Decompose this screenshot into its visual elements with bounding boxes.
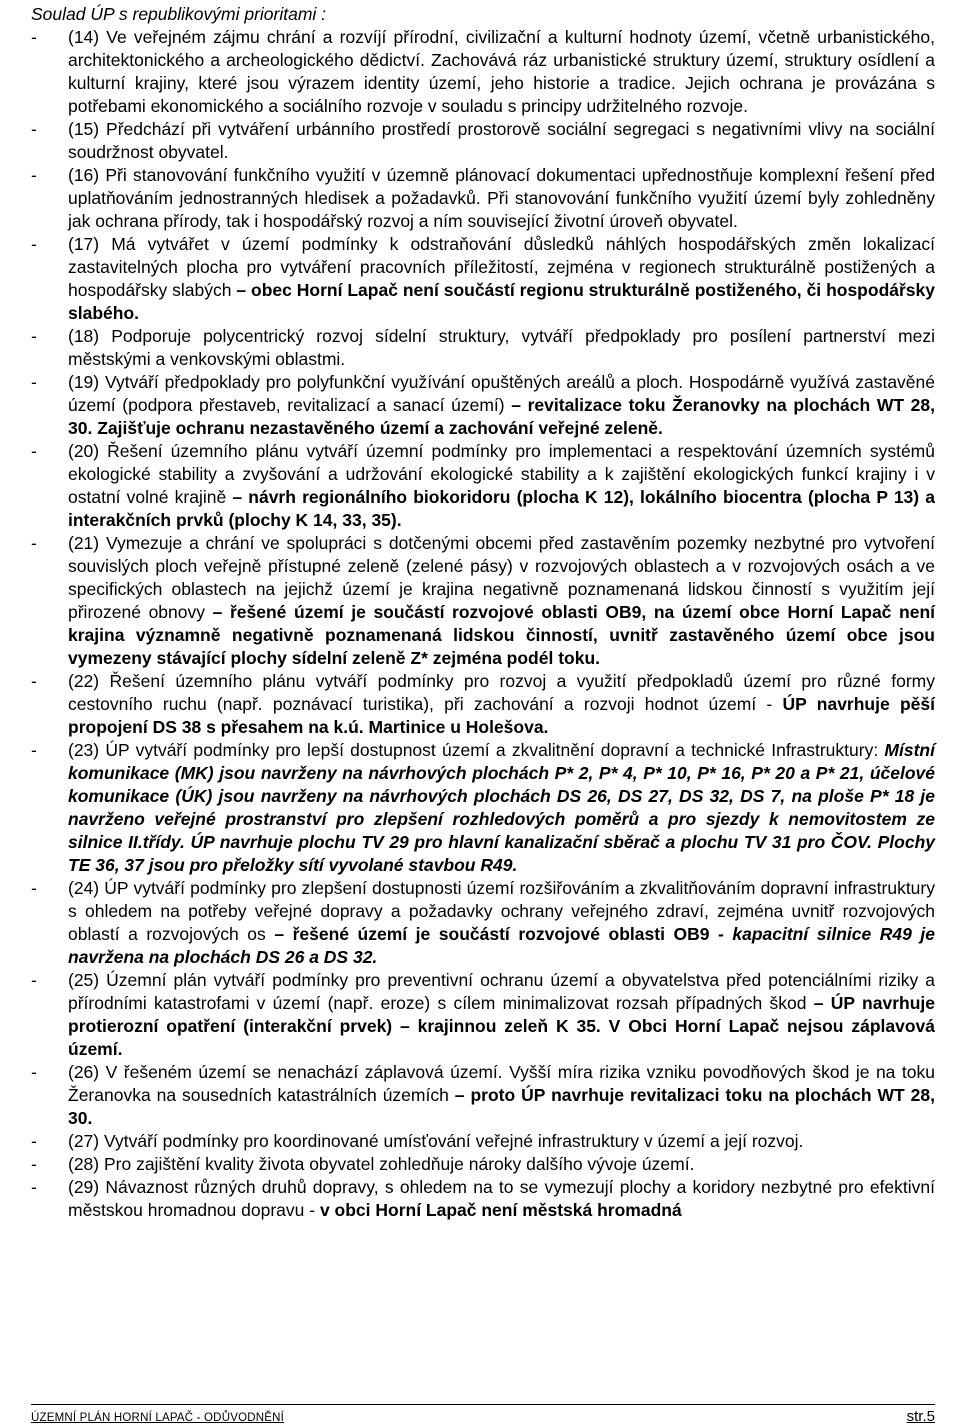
list-dash: - [31,533,37,553]
item-text: (19) Vytváří předpoklady pro polyfunkční využívání opuštěných areálů a ploch. Hospodárně využívá zastavěné území (podpora přestaveb, revitalizací a sanací území) [68,372,935,415]
section-heading: Soulad ÚP s republikovými prioritami : [31,4,327,24]
list-dash: - [31,740,37,760]
priority-list [31,26,935,1222]
list-item [31,969,935,1061]
list-dash: - [31,878,37,898]
footer-document-title: ÚZEMNÍ PLÁN HORNÍ LAPAČ - ODŮVODNĚNÍ [31,1412,284,1424]
item-emphasis: – obec Horní Lapač není součástí regionu strukturálně postiženého, či hospodářsky slabého. [68,280,935,323]
item-text: (22) Řešení územního plánu vytváří podmínky pro rozvoj a využití předpokladů území pro různé formy cestovního ruchu (např. poznávací turistika), při zachování a rozvoji hodnot území - [68,671,935,714]
list-dash: - [31,1154,37,1174]
list-dash: - [31,671,37,691]
item-text: (21) Vymezuje a chrání ve spolupráci s dotčenými obcemi před zastavěním pozemky nezbytné pro vytvoření souvislých ploch veřejně přístupné zeleně (zelené pásy) v rozvojových oblastech a v rozvojových osách a ve specifických oblastech na jejichž území je krajina negativně poznamenaná lidskou činností s využitím její přirozené obnovy [68,533,935,622]
item-text: (16) Při stanovování funkčního využití v územně plánovací dokumentaci upřednostňuje komplexní řešení před uplatňováním jednostranných hledisek a požadavků. Při stanovování funkčního využití území byly zohledněny jak ochrana přírody, tak i hospodářský rozvoj a ním související životní úroveň obyvatel. [68,165,935,231]
list-item [31,1130,935,1153]
item-text: (17) Má vytvářet v území podmínky k odstraňování důsledků náhlých hospodářských změn lokalizací zastavitelných plocha pro vytváření pracovních příležitostí, zejména v regionech strukturálně postižených a hospodářsky slabých [68,234,935,300]
item-emphasis-italic: Místní komunikace (MK) jsou navrženy na návrhových plochách P* 2, P* 4, P* 10, P* 16, P* 20 a P* 21, účelové komunikace (ÚK) jsou navrženy na návrhových plochách DS 26, DS 27, DS 32, DS 7, na ploše P* 18 je navrženo veřejné prostranství pro zlepšení rozhledových poměrů a pro sjezdy k nemovitostem ze silnice II.třídy. ÚP navrhuje plochu TV 29 pro hlavní kanalizační sběrač a plochu TV 31 pro ČOV. Plochy TE 36, 37 jsou pro přeložky sítí vyvolané stavbou R49. [68,740,935,875]
list-dash: - [31,1177,37,1197]
item-text: (23) ÚP vytváří podmínky pro lepší dostupnost území a zkvalitnění dopravní a technické Infrastruktury: [68,740,879,760]
item-text: (28) Pro zajištění kvality života obyvatel zohledňuje nároky dalšího vývoje území. [68,1154,695,1174]
list-item [31,877,935,969]
list-item [31,26,935,118]
list-item [31,532,935,670]
item-text: (20) Řešení územního plánu vytváří územní podmínky pro implementaci a respektování územních systémů ekologické stability a zvyšování a udržování ekologické stability a k zajištění ekologických funkcí krajiny i v ostatní volné krajině [68,441,935,507]
list-dash: - [31,1131,37,1151]
list-dash: - [31,970,37,990]
list-item [31,440,935,532]
footer-page-number: str.5 [906,1408,935,1425]
item-text: (24) ÚP vytváří podmínky pro zlepšení dostupnosti území rozšiřováním a zkvalitňováním dopravní infrastruktury s ohledem na potřeby veřejné dopravy a požadavky ochrany veřejného zdraví, zejména uvnitř rozvojových oblastí a rozvojových os [68,878,935,944]
item-emphasis: ÚP navrhuje pěší propojení DS 38 s přesahem na k.ú. Martinice u Holešova. [68,694,935,737]
list-item [31,739,935,877]
list-item [31,1061,935,1130]
item-text: (29) Návaznost různých druhů dopravy, s ohledem na to se vymezují plochy a koridory nezbytné pro efektivní městskou hromadnou dopravu - [68,1177,935,1220]
list-dash: - [31,1062,37,1082]
item-emphasis-italic: kapacitní silnice R49 je navržena na plochách DS 26 a DS 32. [68,924,935,967]
list-dash: - [31,165,37,185]
item-text: (25) Územní plán vytváří podmínky pro preventivní ochranu území a obyvatelstva před potenciálními riziky a přírodními katastrofami v území (např. eroze) s cílem minimalizovat rozsah případných škod [68,970,935,1013]
list-item [31,1176,935,1222]
list-item [31,164,935,233]
list-item [31,371,935,440]
item-text: (26) V řešeném území se nenachází záplavová území. Vyšší míra rizika vzniku povodňových škod je na toku Žeranovka na sousedních katastrálních územích [68,1062,935,1105]
list-dash: - [31,326,37,346]
page-footer [31,1404,935,1425]
item-emphasis: v obci Horní Lapač není městská hromadná [315,1200,682,1220]
item-text: (14) Ve veřejném zájmu chrání a rozvíjí přírodní, civilizační a kulturní hodnoty území, včetně urbanistického, architektonického a archeologického dědictví. Zachovává ráz urbanistické struktury území, struktury osídlení a kulturní krajiny, které jsou výrazem identity území, jeho historie a tradice. Jejich ochrana je provázána s potřebami ekonomického a sociálního rozvoje v souladu s principy udržitelného rozvoje. [68,27,935,116]
document-page [31,3,935,1222]
item-emphasis: – proto ÚP navrhuje revitalizaci toku na plochách WT 28, 30. [68,1085,935,1128]
item-emphasis: – řešené území je součástí rozvojové oblasti OB9, na území obce Horní Lapač není krajina významně negativně poznamenaná lidskou činností, uvnitř zastavěného území obce jsou vymezeny stávající plochy sídelní zeleně Z* zejména podél toku. [68,602,935,668]
list-item [31,325,935,371]
item-text: (15) Předchází při vytváření urbánního prostředí prostorově sociální segregaci s negativními vlivy na sociální soudržnost obyvatel. [68,119,935,162]
item-emphasis: – revitalizace toku Žeranovky na plochách WT 28, 30. Zajišťuje ochranu nezastavěného území a zachování veřejné zeleně. [68,395,935,438]
list-item [31,118,935,164]
list-item [31,1153,935,1176]
list-dash: - [31,441,37,461]
list-item [31,670,935,739]
item-emphasis: – ÚP navrhuje protierozní opatření (interakční prvek) – krajinnou zeleň K 35. V Obci Horní Lapač nejsou záplavová území. [68,993,935,1059]
list-dash: - [31,372,37,392]
list-dash: - [31,27,37,47]
list-item [31,233,935,325]
item-emphasis: – návrh regionálního biokoridoru (plocha K 12), lokálního biocentra (plocha P 13) a interakčních prvků (plochy K 14, 33, 35). [68,487,935,530]
item-text: (18) Podporuje polycentrický rozvoj sídelní struktury, vytváří předpoklady pro posílení partnerství mezi městskými a venkovskými oblastmi. [68,326,935,369]
item-text: (27) Vytváří podmínky pro koordinované umísťování veřejné infrastruktury v území a její rozvoj. [68,1131,804,1151]
list-dash: - [31,119,37,139]
item-emphasis: – řešené území je součástí rozvojové oblasti OB9 - [265,924,724,944]
list-dash: - [31,234,37,254]
